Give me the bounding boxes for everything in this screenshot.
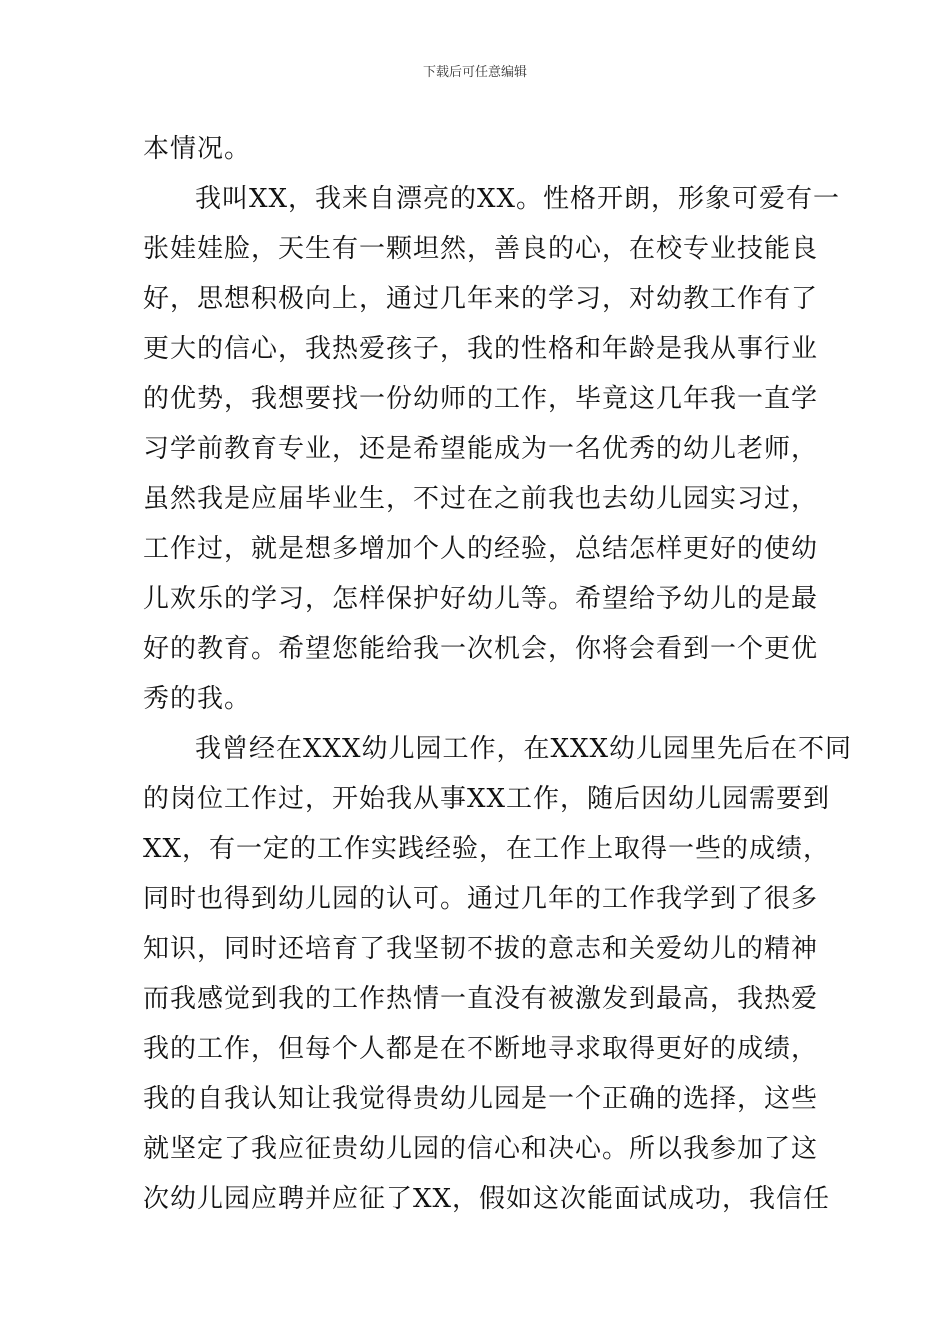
body-text (143, 124, 853, 1224)
text-line: 同时也得到幼儿园的认可。通过几年的工作我学到了很多 (143, 884, 819, 914)
text-line: 知识，同时还培育了我坚韧不拔的意志和关爱幼儿的精神 (143, 934, 819, 964)
text-line: 儿欢乐的学习，怎样保护好幼儿等。希望给予幼儿的是最 (143, 584, 819, 614)
text-line: 习学前教育专业，还是希望能成为一名优秀的幼儿老师， (143, 434, 819, 464)
text-line: 我的工作，但每个人都是在不断地寻求取得更好的成绩， (143, 1034, 819, 1064)
text-line: 我的自我认知让我觉得贵幼儿园是一个正确的选择，这些 (143, 1084, 819, 1114)
text-line: 我叫XX，我来自漂亮的XX。性格开朗，形象可爱有一 (195, 184, 841, 214)
text-line: 的岗位工作过，开始我从事XX工作，随后因幼儿园需要到 (143, 784, 831, 814)
text-line: 本情况。 (143, 134, 252, 164)
text-line: 更大的信心，我热爱孩子，我的性格和年龄是我从事行业 (143, 334, 819, 364)
page-header: 下载后可任意编辑 (422, 65, 527, 80)
text-line: 而我感觉到我的工作热情一直没有被激发到最高，我热爱 (143, 984, 819, 1014)
text-line: 虽然我是应届毕业生，不过在之前我也去幼儿园实习过， (143, 484, 819, 514)
text-line: 我曾经在XXX幼儿园工作，在XXX幼儿园里先后在不同 (195, 734, 853, 764)
text-line: 张娃娃脸，天生有一颗坦然，善良的心，在校专业技能良 (143, 234, 819, 264)
text-line: 好，思想积极向上，通过几年来的学习，对幼教工作有了 (143, 284, 819, 314)
text-line: XX，有一定的工作实践经验，在工作上取得一些的成绩， (143, 834, 831, 864)
text-line: 好的教育。希望您能给我一次机会，你将会看到一个更优 (143, 634, 819, 664)
text-line: 秀的我。 (143, 684, 252, 714)
text-line: 次幼儿园应聘并应征了XX，假如这次能面试成功，我信任 (143, 1184, 831, 1214)
text-line: 工作过，就是想多增加个人的经验，总结怎样更好的使幼 (143, 534, 819, 564)
text-line: 就坚定了我应征贵幼儿园的信心和决心。所以我参加了这 (143, 1134, 819, 1164)
text-line: 的优势，我想要找一份幼师的工作，毕竟这几年我一直学 (143, 384, 819, 414)
